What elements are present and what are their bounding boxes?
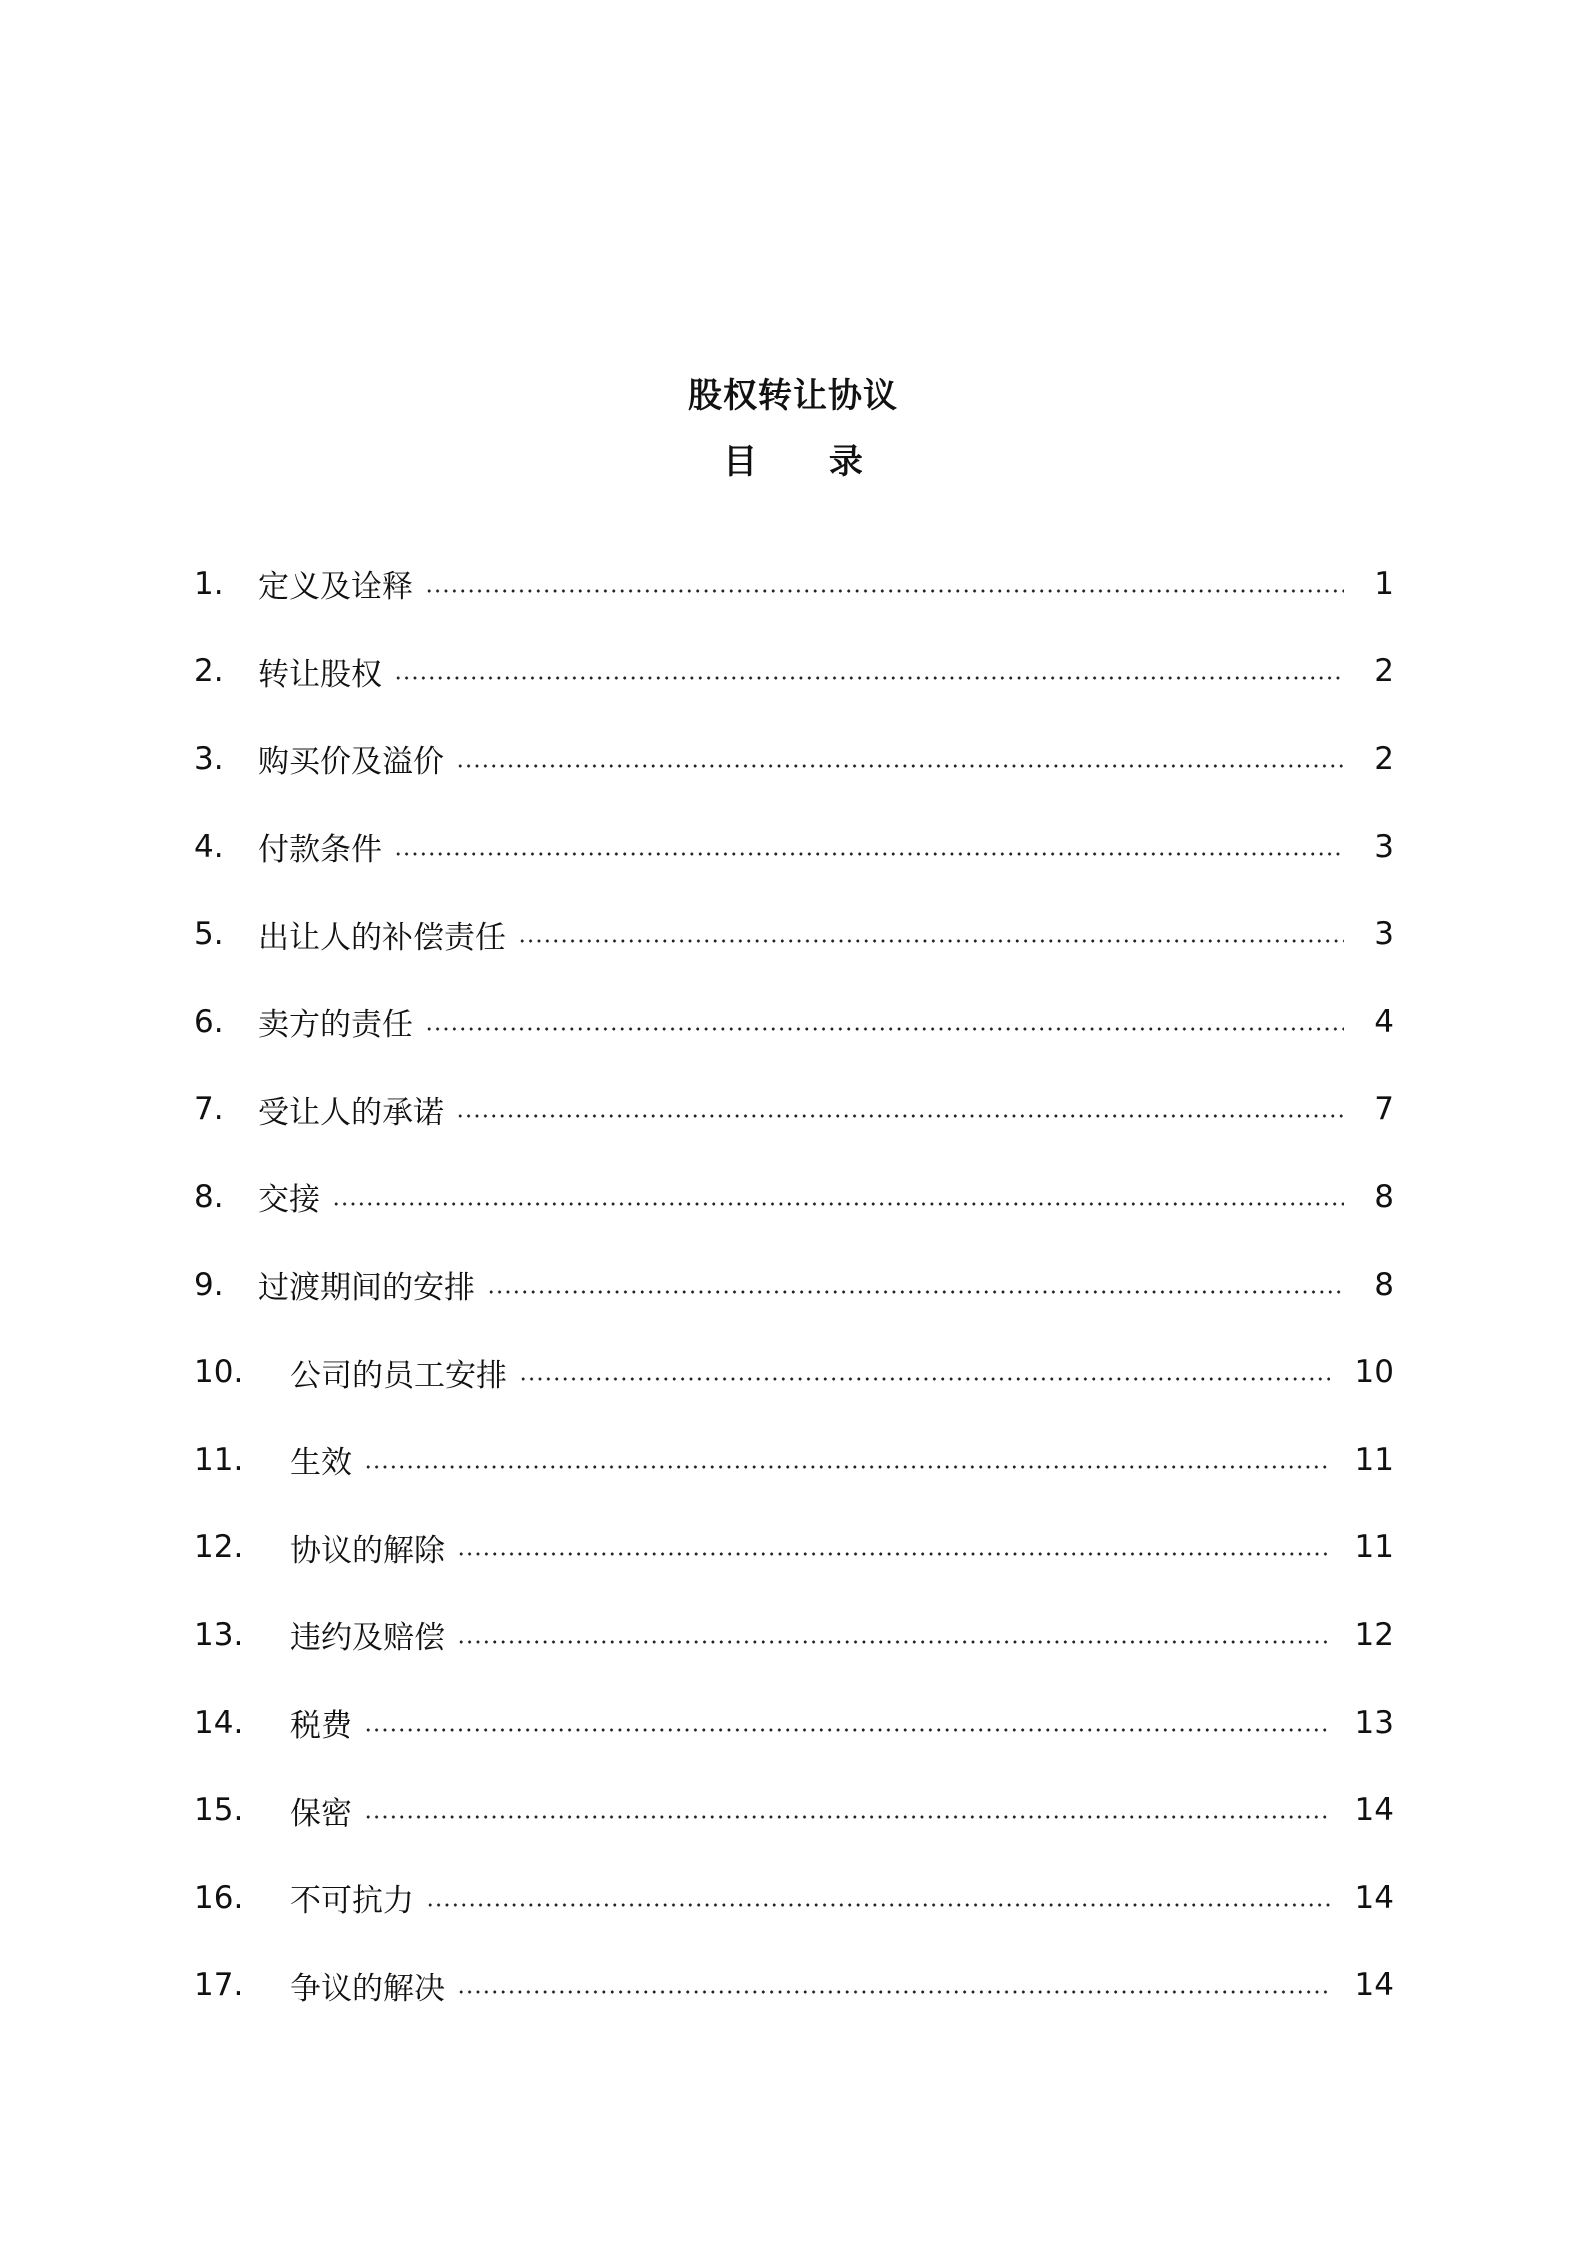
toc-dot-leader: [394, 676, 1344, 680]
toc-entry-title: 保密: [290, 1795, 352, 1832]
toc-entry-number: 16.: [194, 1879, 244, 1916]
toc-entry[interactable]: [194, 1679, 1394, 1767]
toc-entry-number: 4.: [194, 828, 224, 865]
toc-entry-title: 不可抗力: [290, 1883, 414, 1920]
toc-entry[interactable]: [194, 715, 1394, 803]
toc-entry-number: 14.: [194, 1704, 244, 1741]
toc-entry-number: 6.: [194, 1003, 224, 1040]
toc-entry-title: 违约及赔偿: [290, 1620, 445, 1657]
toc-dot-leader: [425, 1027, 1344, 1031]
toc-entry-number: 3.: [194, 740, 224, 777]
toc-entry[interactable]: [194, 1942, 1394, 2030]
toc-entry[interactable]: [194, 890, 1394, 978]
toc-entry[interactable]: [194, 628, 1394, 716]
toc-dot-leader: [364, 1815, 1330, 1819]
document-title: 股权转让协议: [688, 376, 898, 416]
toc-entry-title: 协议的解除: [290, 1532, 445, 1569]
toc-entry[interactable]: [194, 1416, 1394, 1504]
toc-heading: 目 录: [723, 442, 893, 482]
toc-entry-page: 3: [1374, 916, 1394, 953]
toc-entry-title: 生效: [290, 1445, 352, 1482]
toc-entry-page: 7: [1374, 1091, 1394, 1128]
toc-dot-leader: [457, 1640, 1330, 1644]
toc-entry-number: 13.: [194, 1616, 244, 1653]
toc-entry-page: 12: [1354, 1616, 1394, 1653]
toc-entry-page: 3: [1374, 828, 1394, 865]
toc-dot-leader: [487, 1290, 1344, 1294]
toc-entry[interactable]: [194, 1504, 1394, 1592]
toc-entry-title: 税费: [290, 1708, 352, 1745]
toc-dot-leader: [332, 1202, 1344, 1206]
toc-entry-title: 争议的解决: [290, 1970, 445, 2007]
toc-entry-title: 购买价及溢价: [258, 744, 444, 781]
toc-entry-number: 15.: [194, 1792, 244, 1829]
toc-entry-page: 8: [1374, 1266, 1394, 1303]
toc-entry[interactable]: [194, 1153, 1394, 1241]
toc-entry-page: 2: [1374, 653, 1394, 690]
toc-entry[interactable]: [194, 978, 1394, 1066]
toc-entry-title: 过渡期间的安排: [258, 1270, 475, 1307]
toc-entry-page: 8: [1374, 1178, 1394, 1215]
toc-entry-page: 1: [1374, 565, 1394, 602]
toc-dot-leader: [456, 764, 1344, 768]
toc-entry-page: 14: [1354, 1967, 1394, 2004]
toc-entry-title: 付款条件: [258, 832, 382, 869]
toc-entry-number: 1.: [194, 565, 224, 602]
toc-dot-leader: [519, 1377, 1330, 1381]
toc-dot-leader: [425, 589, 1344, 593]
toc-dot-leader: [457, 1552, 1330, 1556]
toc-entry-title: 转让股权: [258, 656, 382, 693]
toc-entry[interactable]: [194, 1066, 1394, 1154]
toc-entry-title: 出让人的补偿责任: [258, 919, 506, 956]
toc-entry[interactable]: [194, 803, 1394, 891]
toc-entry[interactable]: [194, 1241, 1394, 1329]
toc-dot-leader: [364, 1465, 1330, 1469]
toc-dot-leader: [394, 852, 1344, 856]
toc-entry-page: 11: [1354, 1529, 1394, 1566]
toc-entry-page: 14: [1354, 1792, 1394, 1829]
toc-entry[interactable]: [194, 1328, 1394, 1416]
toc-entry-page: 14: [1354, 1879, 1394, 1916]
toc-entry-number: 8.: [194, 1178, 224, 1215]
toc-entry-number: 2.: [194, 653, 224, 690]
toc-dot-leader: [518, 939, 1344, 943]
toc-entry-page: 10: [1354, 1354, 1394, 1391]
toc-entry[interactable]: [194, 1766, 1394, 1854]
table-of-contents: [194, 540, 1394, 2029]
toc-entry-title: 受让人的承诺: [258, 1094, 444, 1131]
toc-entry-title: 公司的员工安排: [290, 1357, 507, 1394]
toc-entry-title: 卖方的责任: [258, 1007, 413, 1044]
toc-entry-number: 5.: [194, 916, 224, 953]
toc-dot-leader: [456, 1114, 1344, 1118]
toc-entry[interactable]: [194, 1854, 1394, 1942]
toc-entry-number: 7.: [194, 1091, 224, 1128]
toc-dot-leader: [364, 1728, 1330, 1732]
toc-entry-number: 9.: [194, 1266, 224, 1303]
toc-dot-leader: [426, 1903, 1330, 1907]
toc-entry-title: 定义及诠释: [258, 569, 413, 606]
toc-entry-page: 11: [1354, 1441, 1394, 1478]
toc-entry-number: 17.: [194, 1967, 244, 2004]
toc-dot-leader: [457, 1990, 1330, 1994]
toc-entry-title: 交接: [258, 1182, 320, 1219]
toc-entry[interactable]: [194, 1591, 1394, 1679]
toc-entry-page: 13: [1354, 1704, 1394, 1741]
toc-entry-number: 10.: [194, 1354, 244, 1391]
toc-entry-number: 12.: [194, 1529, 244, 1566]
toc-entry-page: 2: [1374, 740, 1394, 777]
toc-entry[interactable]: [194, 540, 1394, 628]
toc-entry-number: 11.: [194, 1441, 244, 1478]
toc-entry-page: 4: [1374, 1003, 1394, 1040]
